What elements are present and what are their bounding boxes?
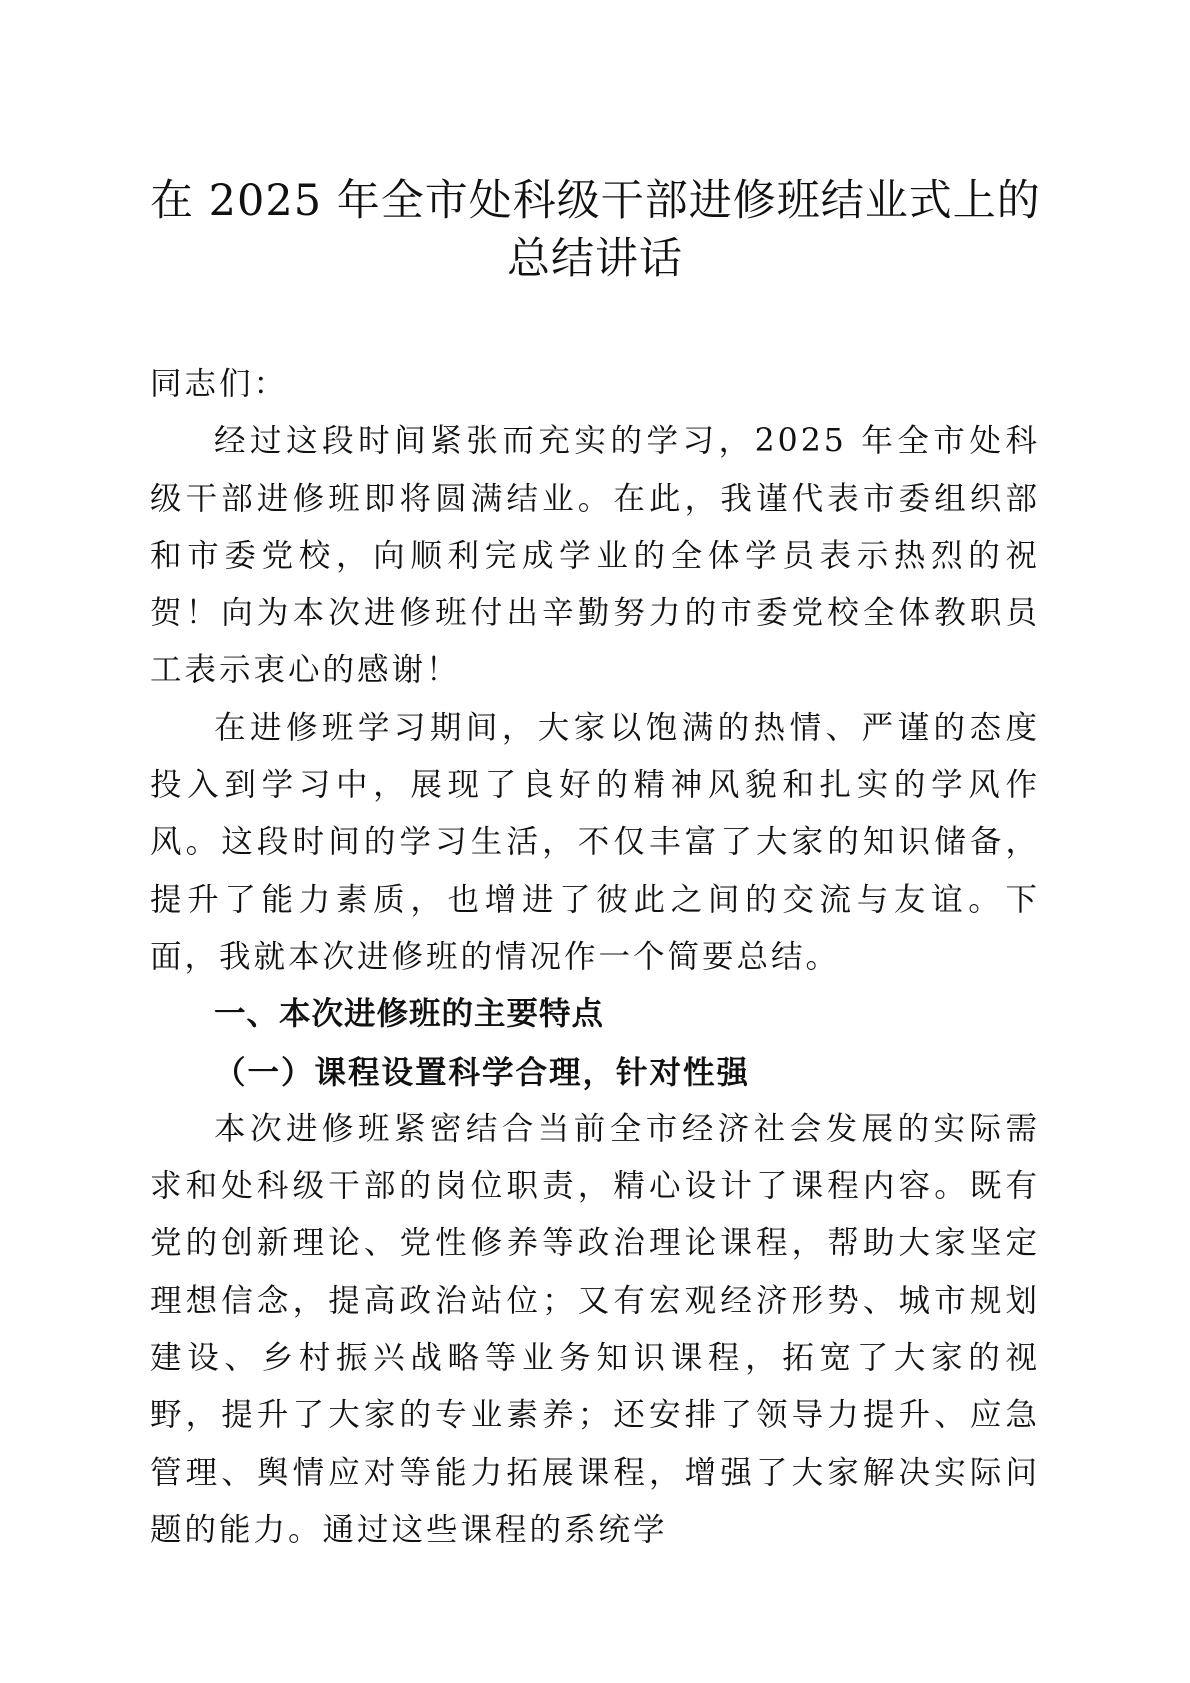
document-body xyxy=(150,356,1040,1559)
paragraph-1: 经过这段时间紧张而充实的学习，2025 年全市处科级干部进修班即将圆满结业。在此，我谨代表市委组织部和市委党校，向顺利完成学业的全体学员表示热烈的祝贺！向为本次进修班付出辛勤努力的市委党校全体教职员工表示衷心的感谢！ xyxy=(150,423,1040,689)
title-line-2: 总结讲话 xyxy=(507,234,683,284)
document-title xyxy=(150,172,1040,288)
paragraph-2: 在进修班学习期间，大家以饱满的热情、严谨的态度投入到学习中，展现了良好的精神风貌和扎实的学风作风。这段时间的学习生活，不仅丰富了大家的知识储备，提升了能力素质，也增进了彼此之间的交流与友谊。下面，我就本次进修班的情况作一个简要总结。 xyxy=(150,709,1040,975)
section-heading-1: 一、本次进修班的主要特点 xyxy=(214,996,605,1033)
subsection-heading-1: （一）课程设置科学合理，针对性强 xyxy=(214,1053,751,1091)
paragraph-3: 本次进修班紧密结合当前全市经济社会发展的实际需求和处科级干部的岗位职责，精心设计了课程内容。既有党的创新理论、党性修养等政治理论课程，帮助大家坚定理想信念，提高政治站位；又有宏观经济形势、城市规划建设、乡村振兴战略等业务知识课程，拓宽了大家的视野，提升了大家的专业素养；还安排了领导力提升、应急管理、舆情应对等能力拓展课程，增强了大家解决实际问题的能力。通过这些课程的系统学 xyxy=(150,1110,1040,1548)
title-line-1: 在 2025 年全市处科级干部进修班结业式上的 xyxy=(150,176,1041,226)
salutation: 同志们： xyxy=(150,366,289,402)
